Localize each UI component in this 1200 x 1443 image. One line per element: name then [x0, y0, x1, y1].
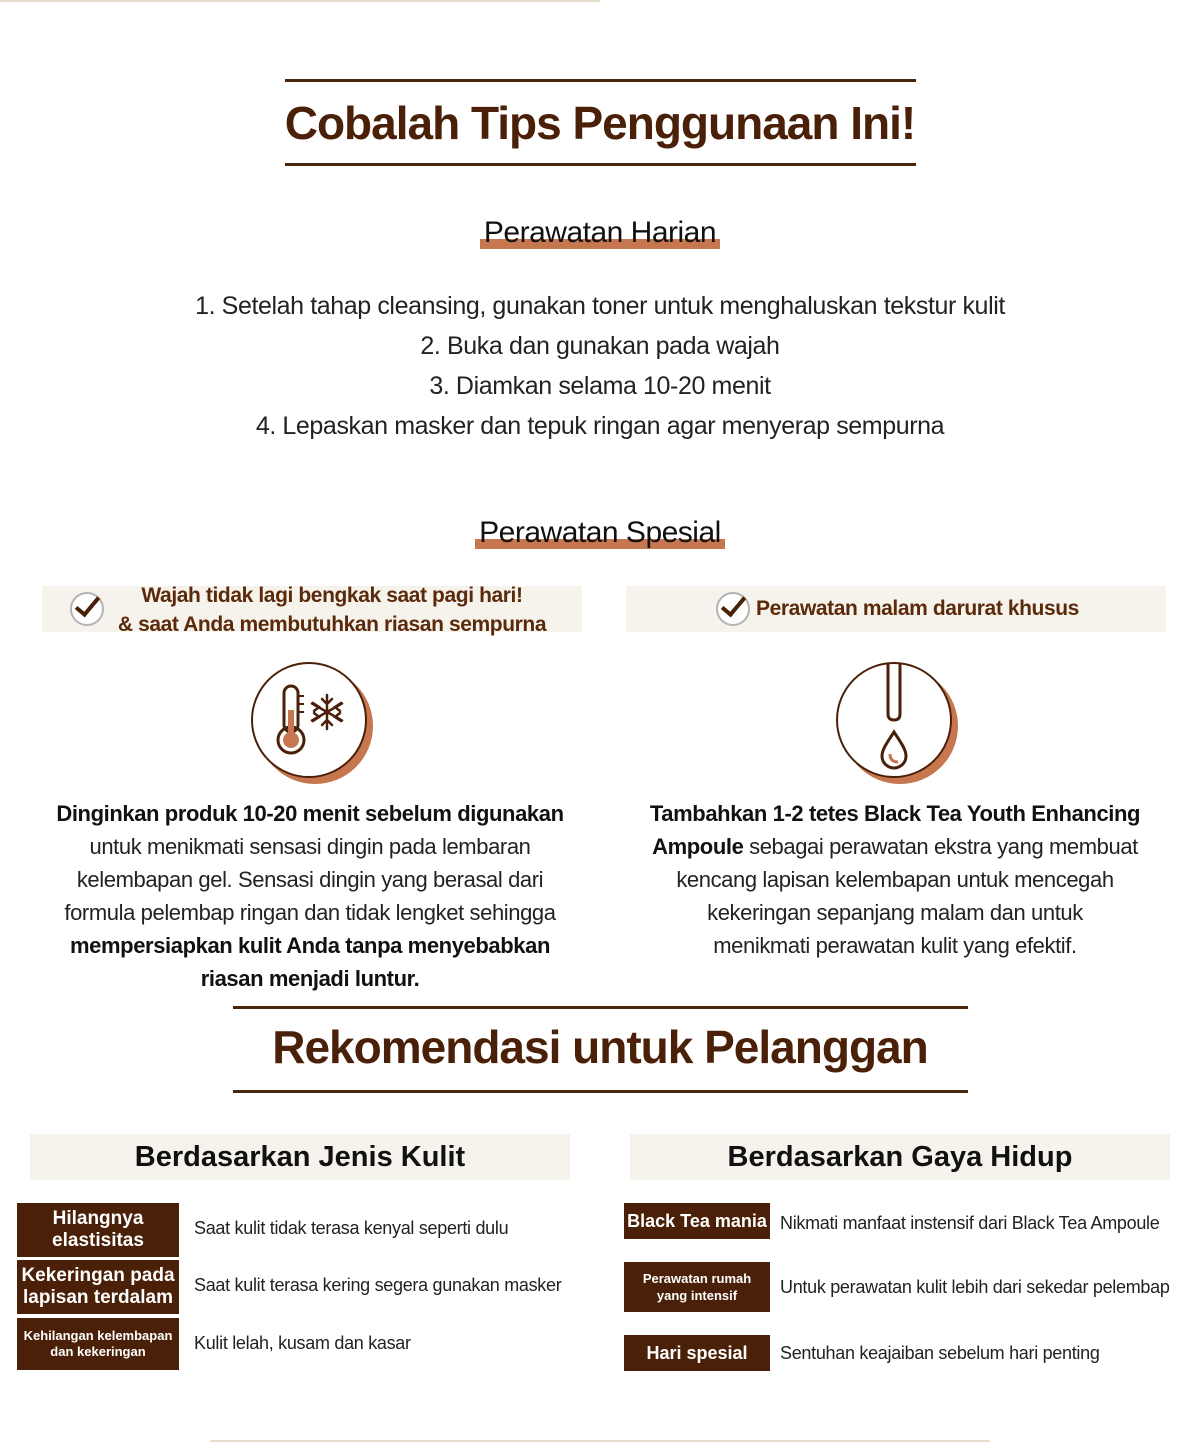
tag-line: lapisan terdalam	[23, 1287, 173, 1308]
title-top-rule	[285, 79, 916, 82]
tag-line: dan kekeringan	[50, 1344, 146, 1359]
step-item: 3. Diamkan selama 10-20 menit	[429, 372, 771, 400]
check-icon	[70, 592, 104, 626]
tag-line: Hilangnya	[52, 1208, 144, 1229]
left-tip-box	[42, 584, 582, 636]
left-tip-line1: Wajah tidak lagi bengkak saat pagi hari!	[141, 584, 523, 607]
tag-line: Kekeringan pada	[21, 1265, 175, 1286]
tag-line: Black Tea mania	[627, 1210, 767, 1231]
right-desc-bold: Tambahkan 1-2 tetes Black Tea Youth Enhancing	[649, 801, 1141, 826]
right-tip-line1: Perawatan malam darurat khusus	[756, 597, 1079, 620]
left-desc-line: untuk menikmati sensasi dingin pada lembaran	[89, 834, 531, 859]
skin-type-heading: Berdasarkan Jenis Kulit	[30, 1134, 570, 1180]
recommend-title: Rekomendasi untuk Pelanggan	[272, 1021, 928, 1073]
tag-line: yang intensif	[656, 1288, 738, 1303]
check-icon	[716, 592, 750, 626]
right-desc-line: sebagai perawatan ekstra yang membuat	[743, 834, 1138, 859]
skin-row-text: Kulit lelah, kusam dan kasar	[194, 1333, 411, 1353]
tag-line: Kehilangan kelembapan	[23, 1328, 173, 1343]
left-desc-bold: Dinginkan produk 10-20 menit sebelum digunakan	[56, 801, 564, 826]
step-item: 1. Setelah tahap cleansing, gunakan toner untuk menghaluskan tekstur kulit	[195, 292, 1005, 320]
recommend-top-rule	[233, 1006, 968, 1009]
left-desc-line: kelembapan gel. Sensasi dingin yang berasal dari	[76, 867, 544, 892]
skin-row-text: Saat kulit tidak terasa kenyal seperti dulu	[194, 1218, 509, 1238]
top-divider	[0, 0, 600, 2]
skin-row-text: Saat kulit terasa kering segera gunakan masker	[194, 1275, 562, 1295]
left-desc-line: formula pelembap ringan dan tidak lengket sehingga	[64, 900, 556, 925]
left-desc-bold: mempersiapkan kulit Anda tanpa menyebabkan	[70, 933, 550, 958]
tag-line: Perawatan rumah	[642, 1271, 752, 1286]
right-desc-bold: Ampoule	[652, 834, 744, 859]
lifestyle-tag	[624, 1335, 770, 1371]
lifestyle-tag	[624, 1262, 770, 1312]
thermometer-snowflake-icon	[251, 662, 371, 782]
special-heading-text: Perawatan Spesial	[479, 516, 721, 549]
dropper-icon	[836, 662, 956, 782]
daily-heading-text: Perawatan Harian	[483, 216, 717, 249]
left-tip-line2: & saat Anda membutuhkan riasan sempurna	[117, 613, 547, 636]
right-tip-box	[626, 586, 1166, 632]
step-item: 4. Lepaskan masker dan tepuk ringan agar menyerap sempurna	[255, 412, 945, 440]
lifestyle-heading: Berdasarkan Gaya Hidup	[630, 1134, 1170, 1180]
left-description	[40, 797, 580, 995]
lifestyle-row-text: Nikmati manfaat instensif dari Black Tea Ampoule	[780, 1213, 1160, 1233]
daily-heading	[0, 216, 1200, 250]
lifestyle-row-text: Sentuhan keajaiban sebelum hari penting	[780, 1343, 1100, 1363]
skin-tag	[17, 1203, 179, 1257]
special-heading	[0, 516, 1200, 550]
right-desc-line: menikmati perawatan kulit yang efektif.	[713, 933, 1077, 958]
step-item: 2. Buka dan gunakan pada wajah	[420, 332, 780, 360]
lifestyle-row-text: Untuk perawatan kulit lebih dari sekedar pelembap	[780, 1277, 1170, 1297]
right-desc-line: kencang lapisan kelembapan untuk mencegah	[676, 867, 1114, 892]
skin-tag	[17, 1318, 179, 1370]
recommend-bottom-rule	[233, 1090, 968, 1093]
bottom-divider	[210, 1440, 990, 1442]
right-desc-line: kekeringan sepanjang malam dan untuk	[707, 900, 1083, 925]
page-title: Cobalah Tips Penggunaan Ini!	[284, 97, 916, 149]
tag-line: Hari spesial	[646, 1342, 748, 1363]
right-description	[625, 797, 1165, 962]
left-desc-bold: riasan menjadi luntur.	[200, 966, 420, 991]
tag-line: elastisitas	[52, 1230, 144, 1251]
daily-steps	[0, 286, 1200, 446]
title-bottom-rule	[285, 163, 916, 166]
lifestyle-tag	[624, 1203, 770, 1239]
skin-tag	[17, 1260, 179, 1314]
